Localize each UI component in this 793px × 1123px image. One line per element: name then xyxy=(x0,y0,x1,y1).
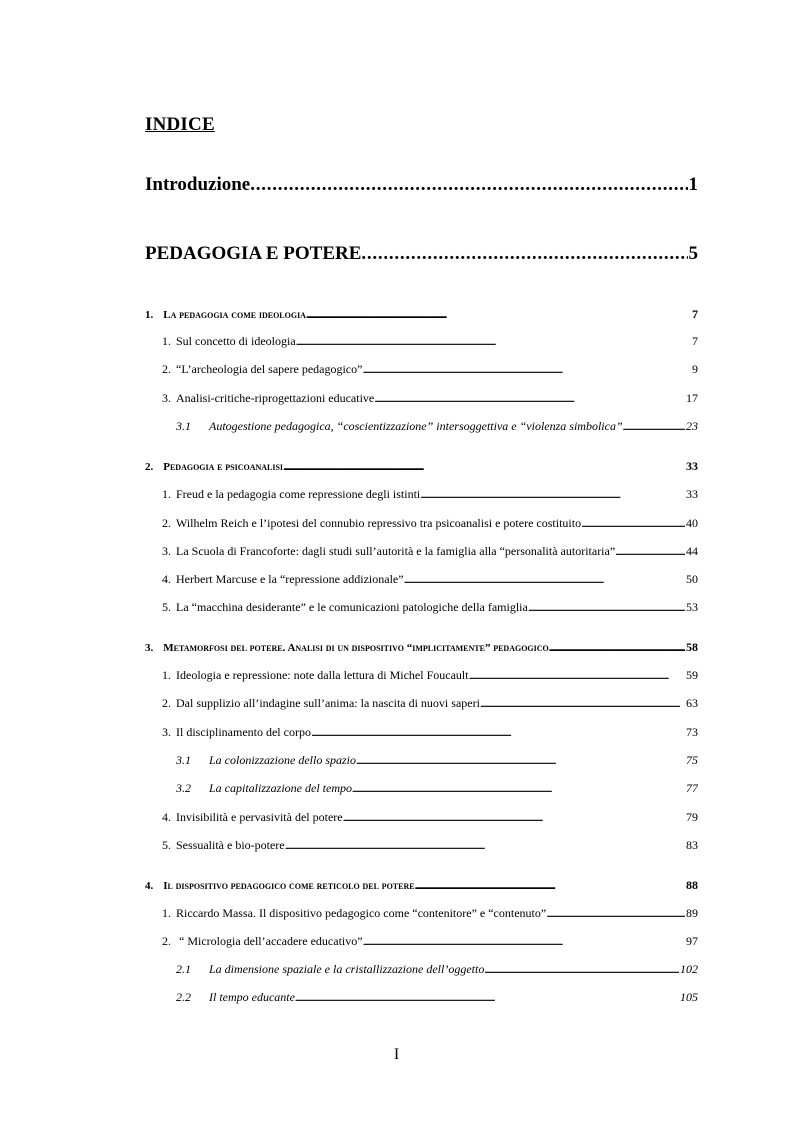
section-page: 73 xyxy=(686,725,698,739)
toc-section[interactable] xyxy=(162,544,698,559)
section-title: Invisibilità e pervasività del potere xyxy=(176,810,343,824)
section-number: 2. xyxy=(162,516,171,530)
section-title: Herbert Marcuse e la “repressione addizionale” xyxy=(176,572,404,586)
dot-leader xyxy=(546,906,685,921)
subsection-number: 3.1 xyxy=(176,753,191,767)
section-title: Analisi-critiche-riprogettazioni educative xyxy=(176,391,375,405)
section-page: 63 xyxy=(686,696,698,710)
chapter-number: 2. xyxy=(145,461,154,473)
section-page: 50 xyxy=(686,572,698,586)
toc-section[interactable] xyxy=(162,334,698,349)
subsection-number: 3.1 xyxy=(176,419,191,433)
dot-leader xyxy=(484,962,679,977)
section-number: 4. xyxy=(162,572,171,586)
index-heading: INDICE xyxy=(145,114,215,135)
subsection-page: 23 xyxy=(686,419,698,433)
toc-entry-page: 5 xyxy=(688,243,698,264)
toc-chapter-4[interactable] xyxy=(145,878,698,893)
section-title: Sul concetto di ideologia xyxy=(176,334,296,348)
toc-section[interactable] xyxy=(162,600,698,615)
subsection-page: 102 xyxy=(680,962,698,976)
chapter-page: 7 xyxy=(692,307,698,321)
toc-entry-introduction[interactable] xyxy=(145,174,698,196)
section-title: Sessualità e bio-potere xyxy=(176,838,285,852)
subsection-title: La colonizzazione dello spazio xyxy=(209,753,357,767)
subsection-title: La capitalizzazione del tempo xyxy=(209,781,352,795)
toc-section[interactable] xyxy=(162,906,698,921)
section-page: 7 xyxy=(692,334,698,348)
dot-leader xyxy=(623,419,685,434)
dot-leader xyxy=(250,174,687,196)
section-number: 5. xyxy=(162,600,171,614)
dot-leader xyxy=(549,642,685,654)
toc-section[interactable] xyxy=(162,725,698,740)
chapter-page: 88 xyxy=(686,878,698,892)
chapter-page: 33 xyxy=(686,459,698,473)
dot-leader xyxy=(295,990,679,1005)
section-number: 3. xyxy=(162,544,171,558)
section-title: La “macchina desiderante” e le comunicazioni patologiche della famiglia xyxy=(176,600,528,614)
toc-chapter-1[interactable] xyxy=(145,307,698,322)
section-number: 1. xyxy=(162,906,171,920)
section-page: 83 xyxy=(686,838,698,852)
chapter-number: 3. xyxy=(145,642,154,654)
subsection-number: 3.2 xyxy=(176,781,191,795)
toc-section[interactable] xyxy=(162,391,698,406)
section-title: Freud e la pedagogia come repressione degli istinti xyxy=(176,487,421,501)
subsection-title: La dimensione spaziale e la cristallizzazione dell’oggetto xyxy=(209,962,485,976)
subsection-page: 75 xyxy=(686,753,698,767)
toc-section[interactable] xyxy=(162,487,698,502)
chapter-title: La pedagogia come ideologia xyxy=(163,309,306,321)
section-number: 5. xyxy=(162,838,171,852)
section-page: 59 xyxy=(686,668,698,682)
subsection-page: 105 xyxy=(680,990,698,1004)
toc-section[interactable] xyxy=(162,572,698,587)
toc-entry-page: 1 xyxy=(688,174,698,195)
chapter-title: Metamorfosi del potere. Analisi di un dispositivo “implicitamente” pedagogico xyxy=(163,642,549,654)
dot-leader xyxy=(283,461,685,473)
section-page: 17 xyxy=(686,391,698,405)
dot-leader xyxy=(404,572,685,587)
toc-entry-part[interactable] xyxy=(145,243,698,265)
section-page: 79 xyxy=(686,810,698,824)
dot-leader xyxy=(615,544,685,559)
section-page: 9 xyxy=(692,362,698,376)
toc-subsection[interactable] xyxy=(176,753,698,768)
section-page: 44 xyxy=(686,544,698,558)
toc-entry-label: Introduzione xyxy=(145,174,251,195)
toc-subsection[interactable] xyxy=(176,990,698,1005)
toc-subsection[interactable] xyxy=(176,781,698,796)
dot-leader xyxy=(352,781,685,796)
toc-section[interactable] xyxy=(162,810,698,825)
section-title: “L’archeologia del sapere pedagogico” xyxy=(176,362,363,376)
dot-leader xyxy=(343,810,685,825)
dot-leader xyxy=(306,309,691,321)
section-page: 97 xyxy=(686,934,698,948)
toc-subsection[interactable] xyxy=(176,419,698,434)
chapter-number: 4. xyxy=(145,880,154,892)
section-number: 4. xyxy=(162,810,171,824)
section-title: Riccardo Massa. Il dispositivo pedagogico come “contenitore” e “contenuto” xyxy=(176,906,547,920)
toc-chapter-2[interactable] xyxy=(145,459,698,474)
toc-chapter-3[interactable] xyxy=(145,640,698,655)
toc-section[interactable] xyxy=(162,838,698,853)
section-title: La Scuola di Francoforte: dagli studi sull’autorità e la famiglia alla “personalità autoritaria” xyxy=(176,544,616,558)
dot-leader xyxy=(480,696,685,711)
toc-section[interactable] xyxy=(162,516,698,531)
dot-leader xyxy=(420,487,685,502)
toc-section[interactable] xyxy=(162,934,698,949)
toc-entry-label: PEDAGOGIA E POTERE xyxy=(145,243,362,264)
chapter-page: 58 xyxy=(686,640,698,654)
section-number: 2. xyxy=(162,696,171,710)
section-title: Dal supplizio all’indagine sull’anima: la nascita di nuovi saperi xyxy=(176,696,480,710)
subsection-title: Autogestione pedagogica, “coscientizzazione” intersoggettiva e “violenza simbolica” xyxy=(209,419,623,433)
section-title: Wilhelm Reich e l’ipotesi del connubio repressivo tra psicoanalisi e potere costituito xyxy=(176,516,582,530)
section-number: 3. xyxy=(162,725,171,739)
section-number: 1. xyxy=(162,487,171,501)
dot-leader xyxy=(362,362,691,377)
toc-section[interactable] xyxy=(162,696,698,711)
toc-section[interactable] xyxy=(162,362,698,377)
dot-leader xyxy=(528,600,685,615)
subsection-number: 2.1 xyxy=(176,962,191,976)
dot-leader xyxy=(285,838,685,853)
section-title: “ Micrologia dell’accadere educativo” xyxy=(176,934,363,948)
dot-leader xyxy=(296,334,691,349)
section-number: 1. xyxy=(162,668,171,682)
dot-leader xyxy=(581,516,685,531)
dot-leader xyxy=(363,934,685,949)
dot-leader xyxy=(469,668,685,683)
dot-leader xyxy=(361,243,687,265)
chapter-title: Il dispositivo pedagogico come reticolo del potere xyxy=(163,880,415,892)
section-page: 40 xyxy=(686,516,698,530)
subsection-number: 2.2 xyxy=(176,990,191,1004)
dot-leader xyxy=(415,880,685,892)
section-number: 2. xyxy=(162,934,171,948)
subsection-page: 77 xyxy=(686,781,698,795)
section-title: Il disciplinamento del corpo xyxy=(176,725,311,739)
section-page: 53 xyxy=(686,600,698,614)
section-number: 2. xyxy=(162,362,171,376)
dot-leader xyxy=(356,753,685,768)
toc-section[interactable] xyxy=(162,668,698,683)
chapter-number: 1. xyxy=(145,309,154,321)
section-page: 33 xyxy=(686,487,698,501)
page-number: I xyxy=(393,1046,400,1063)
chapter-title: Pedagogia e psicoanalisi xyxy=(163,461,284,473)
section-page: 89 xyxy=(686,906,698,920)
section-number: 1. xyxy=(162,334,171,348)
subsection-title: Il tempo educante xyxy=(209,990,295,1004)
section-title: Ideologia e repressione: note dalla lettura di Michel Foucault xyxy=(176,668,469,682)
section-number: 3. xyxy=(162,391,171,405)
toc-subsection[interactable] xyxy=(176,962,698,977)
dot-leader xyxy=(374,391,685,406)
dot-leader xyxy=(311,725,685,740)
